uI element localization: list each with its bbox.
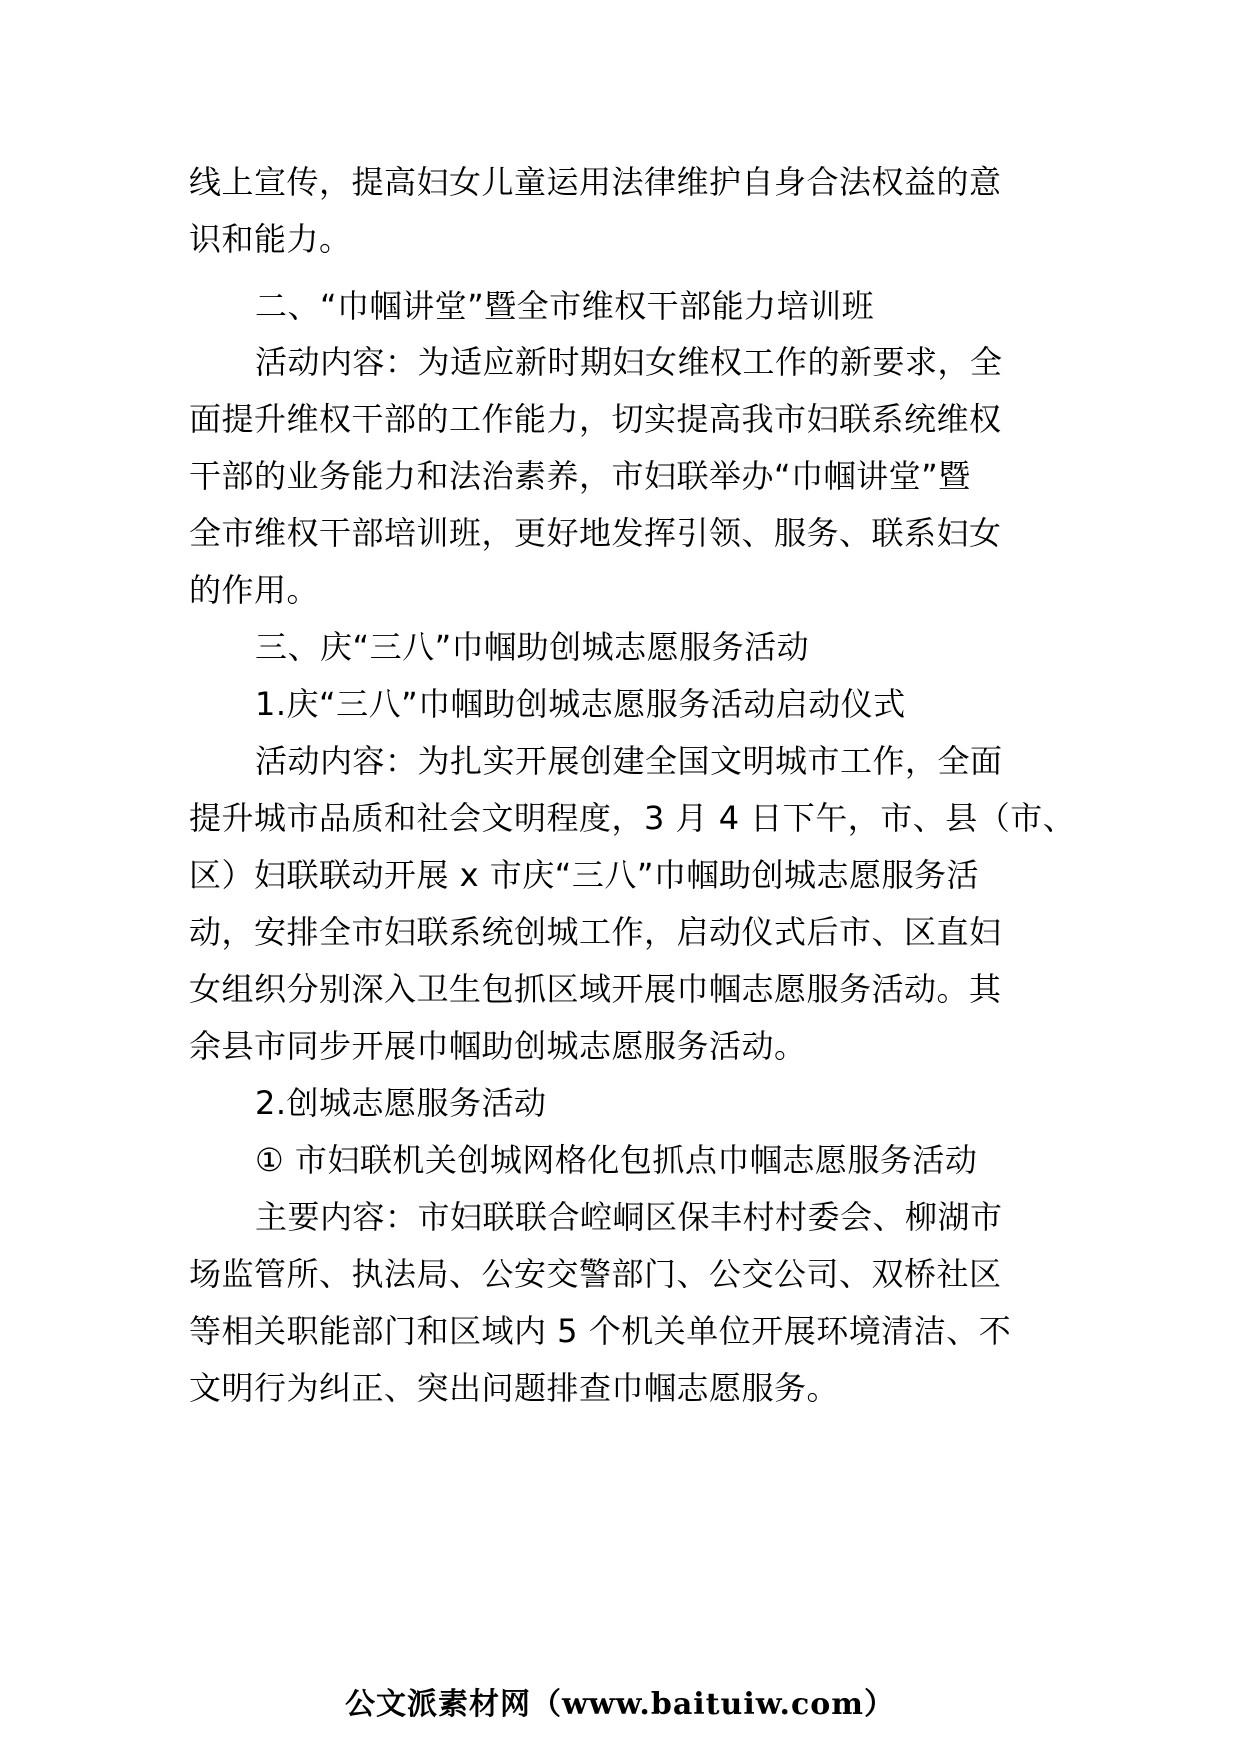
paragraph-line: 区）妇联联动开展 x 市庆“三八”巾帼助创城志愿服务活 bbox=[189, 856, 979, 894]
paragraph-line: 动，安排全市妇联系统创城工作，启动仪式后市、区直妇 bbox=[189, 913, 1002, 951]
section-heading: 二、“巾帼讲堂”暨全市维权干部能力培训班 bbox=[255, 287, 875, 325]
paragraph-line: 识和能力。 bbox=[189, 220, 352, 258]
paragraph-line: 主要内容：市妇联联合崆峒区保丰村村委会、柳湖市 bbox=[255, 1198, 1003, 1236]
item-heading: ① 市妇联机关创城网格化包抓点巾帼志愿服务活动 bbox=[255, 1141, 978, 1179]
paragraph-line: 提升城市品质和社会文明程度，3 月 4 日下午，市、县（市、 bbox=[189, 799, 1076, 837]
paragraph-line: 场监管所、执法局、公安交警部门、公交公司、双桥社区 bbox=[189, 1255, 1002, 1293]
paragraph-line: 全市维权干部培训班，更好地发挥引领、服务、联系妇女 bbox=[189, 514, 1002, 552]
footer-watermark: 公文派素材网（www.baituiw.com） bbox=[344, 1687, 896, 1722]
paragraph-line: 线上宣传，提高妇女儿童运用法律维护自身合法权益的意 bbox=[189, 163, 1002, 201]
paragraph-line: 的作用。 bbox=[189, 571, 320, 609]
paragraph-line: 活动内容：为适应新时期妇女维权工作的新要求，全 bbox=[255, 343, 1003, 381]
paragraph-line: 干部的业务能力和法治素养，市妇联举办“巾帼讲堂”暨 bbox=[189, 457, 971, 495]
paragraph-line: 等相关职能部门和区域内 5 个机关单位开展环境清洁、不 bbox=[189, 1312, 1012, 1350]
paragraph-line: 文明行为纠正、突出问题排查巾帼志愿服务。 bbox=[189, 1369, 840, 1407]
paragraph-line: 活动内容：为扎实开展创建全国文明城市工作，全面 bbox=[255, 742, 1003, 780]
paragraph-line: 面提升维权干部的工作能力，切实提高我市妇联系统维权 bbox=[189, 400, 1002, 438]
paragraph-line: 女组织分别深入卫生包抓区域开展巾帼志愿服务活动。其 bbox=[189, 970, 1002, 1008]
paragraph-line: 余县市同步开展巾帼助创城志愿服务活动。 bbox=[189, 1027, 807, 1065]
subsection-heading: 2.创城志愿服务活动 bbox=[255, 1084, 547, 1122]
section-heading: 三、庆“三八”巾帼助创城志愿服务活动 bbox=[255, 628, 810, 666]
subsection-heading: 1.庆“三八”巾帼助创城志愿服务活动启动仪式 bbox=[255, 685, 906, 723]
